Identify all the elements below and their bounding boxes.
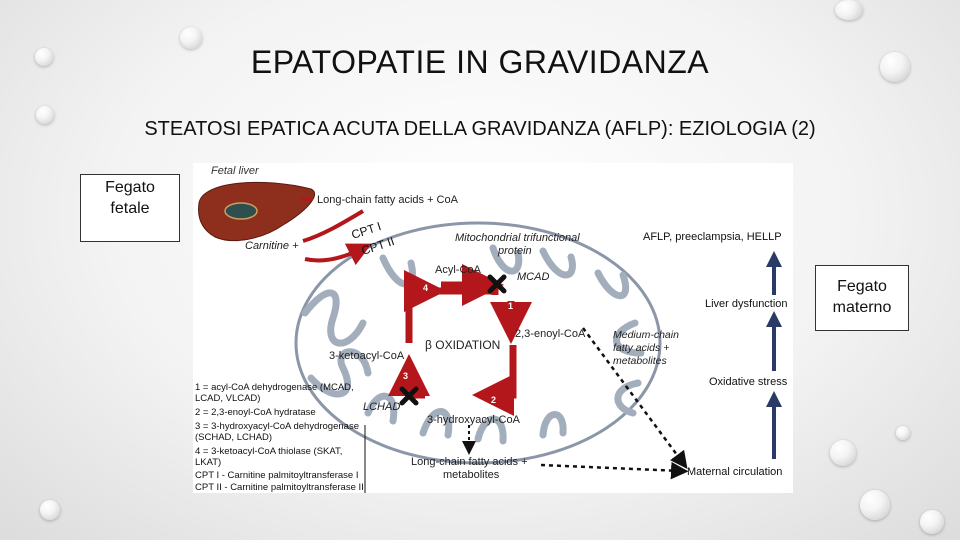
acyl-coa-label: Acyl-CoA (435, 264, 481, 276)
mcfa-label-3: metabolites (613, 355, 667, 367)
decor-bubble (896, 426, 910, 440)
legend-line: 4 = 3-ketoacyl-CoA thiolase (SKAT, (195, 446, 343, 457)
ketoacyl-label: 3-ketoacyl-CoA (329, 350, 405, 362)
step-number: 1 (508, 301, 514, 311)
mtp-label-1: Mitochondrial trifunctional (455, 232, 580, 244)
liver-dysfunction-label: Liver dysfunction (705, 298, 788, 310)
decor-bubble (830, 440, 856, 466)
legend-line: LKAT) (195, 457, 222, 468)
fetal-liver-box (80, 174, 180, 242)
legend-line: (SCHAD, LCHAD) (195, 432, 273, 443)
cpt1-label: CPT I (349, 219, 383, 242)
enoyl-label: 2,3-enoyl-CoA (515, 328, 586, 340)
maternal-box-line-1: Fegato (837, 278, 887, 295)
oxidative-stress-label: Oxidative stress (709, 376, 788, 388)
mitochondrion-small-icon (225, 203, 257, 219)
lcfa-coa-label: Long-chain fatty acids + CoA (317, 194, 458, 206)
mcad-label: MCAD (517, 271, 550, 283)
decor-bubble (860, 490, 890, 520)
legend-line: 3 = 3-hydroxyacyl-CoA dehydrogenase (195, 421, 359, 432)
aflp-label: AFLP, preeclampsia, HELLP (643, 231, 782, 243)
fetal-box-line-2: fetale (110, 200, 150, 217)
decor-bubble (36, 106, 54, 124)
step-number: 3 (403, 371, 409, 381)
decor-bubble (835, 0, 863, 20)
lcfa-to-circulation-arrow (541, 465, 681, 471)
slide-subtitle: STEATOSI EPATICA ACUTA DELLA GRAVIDANZA (AFLP): EZIOLOGIA (2) (144, 118, 816, 140)
maternal-box-line-2: materno (832, 299, 892, 316)
decor-bubble (40, 500, 60, 520)
fetal-box-line-1: Fegato (105, 179, 155, 196)
legend-line: 1 = acyl-CoA dehydrogenase (MCAD, (195, 382, 354, 393)
maternal-liver-box (815, 265, 909, 331)
mcfa-label-2: fatty acids + (613, 342, 670, 354)
mtp-label-2: protein (498, 245, 532, 257)
decor-bubble (920, 510, 944, 534)
lchad-label: LCHAD (363, 401, 401, 413)
legend-line: CPT II - Carnitine palmitoyltransferase II (195, 482, 364, 493)
beta-oxidation-label: β OXIDATION (425, 338, 501, 352)
maternal-circulation-label: Maternal circulation (687, 466, 783, 478)
fetal-liver-label: Fetal liver (211, 165, 259, 177)
carnitine-label: Carnitine + (245, 240, 299, 252)
step-number: 2 (491, 395, 497, 405)
legend-line: 2 = 2,3-enoyl-CoA hydratase (195, 407, 316, 418)
hydroxyacyl-label: 3-hydroxyacyl-CoA (427, 414, 520, 426)
diagram-svg (193, 163, 793, 493)
legend-line: CPT I - Carnitine palmitoyltransferase I (195, 470, 359, 481)
lcfa-met-label-1: Long-chain fatty acids + (411, 456, 528, 468)
slide-title: EPATOPATIE IN GRAVIDANZA (250, 44, 710, 80)
step-number: 4 (423, 283, 429, 293)
cpt2-label: CPT II (359, 234, 397, 258)
mcfa-label-1: Medium-chain (613, 329, 679, 341)
aflp-diagram (193, 163, 793, 493)
legend-line: LCAD, VLCAD) (195, 393, 261, 404)
lcfa-met-label-2: metabolites (443, 469, 500, 481)
